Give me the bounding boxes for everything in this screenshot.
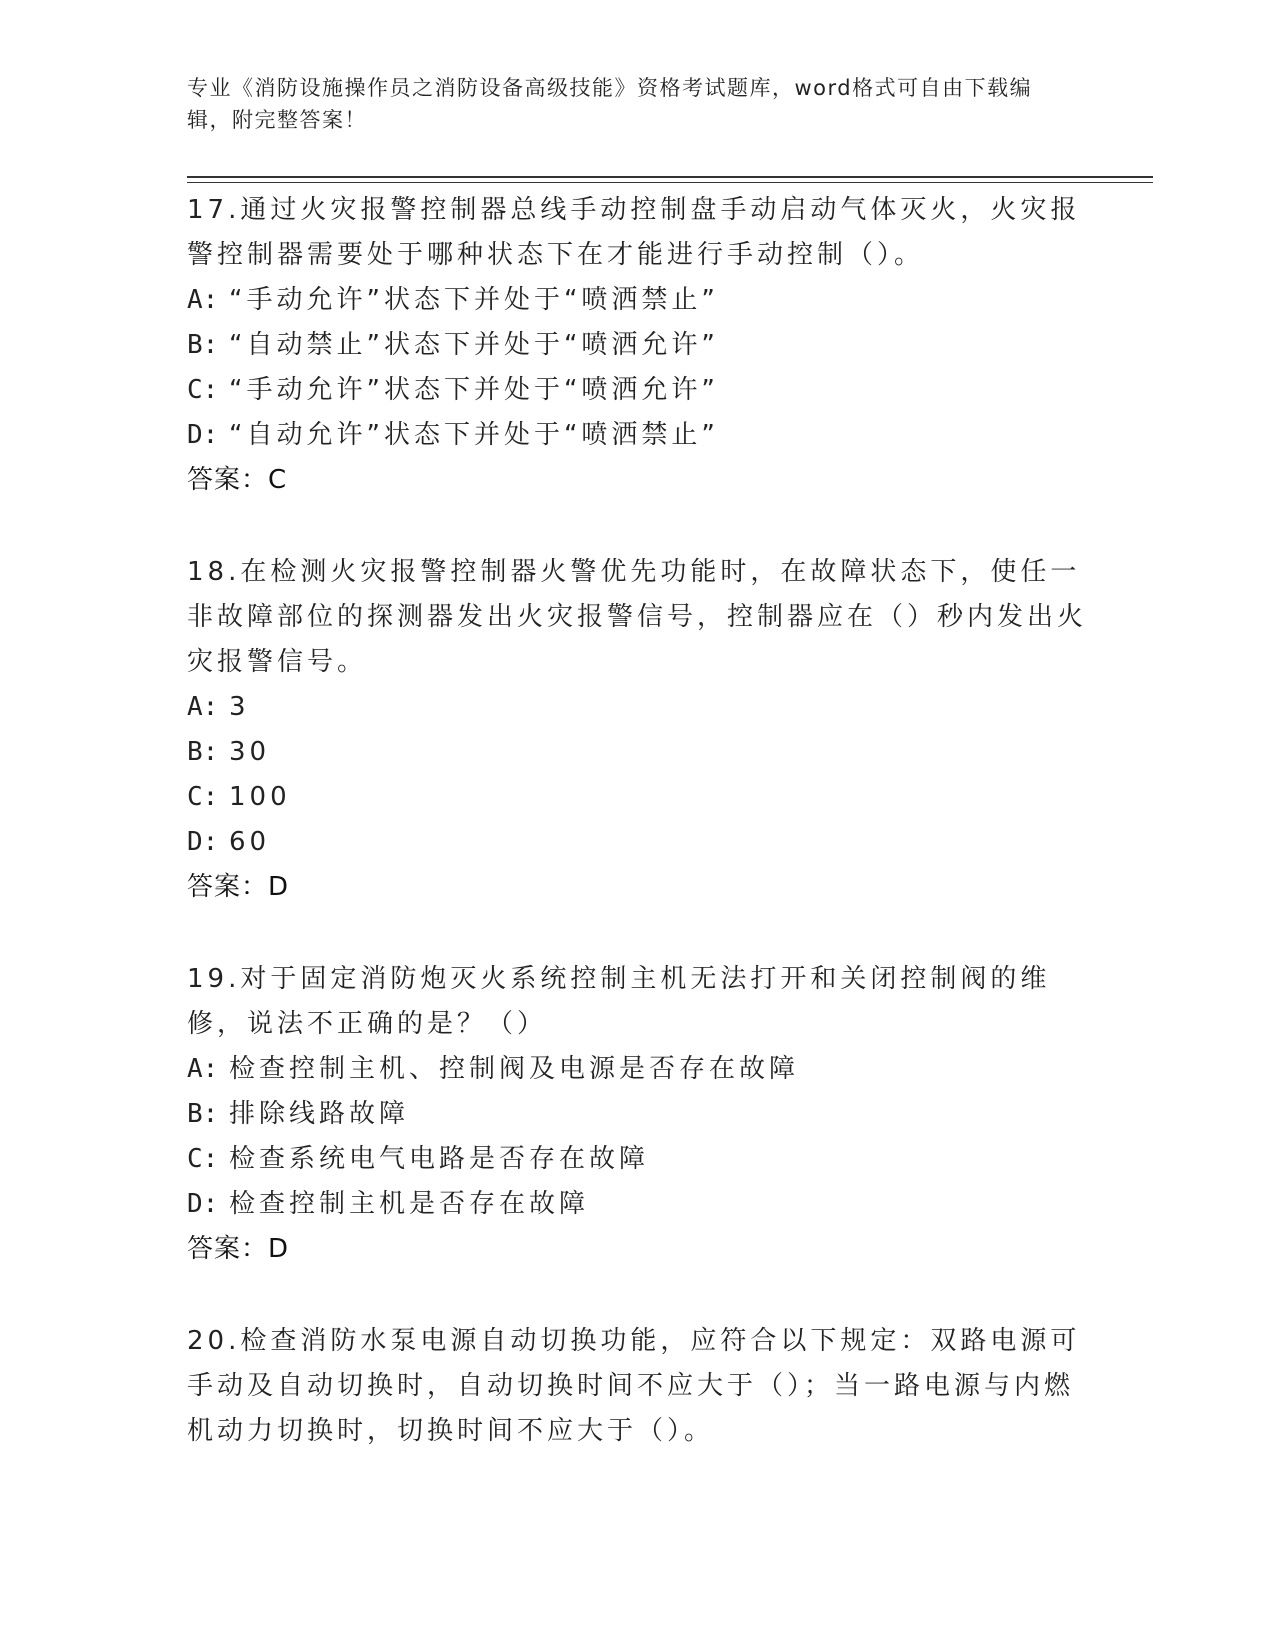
option-letter: A:	[187, 1054, 219, 1084]
option-text: 检查控制主机是否存在故障	[229, 1189, 590, 1219]
question-17	[187, 188, 1087, 503]
option-b	[187, 323, 1087, 368]
option-d	[187, 820, 1087, 865]
option-letter: C:	[187, 375, 219, 405]
document-header: 专业《消防设施操作员之消防设备高级技能》资格考试题库，word格式可自由下载编辑，附完整答案！	[187, 76, 1033, 132]
question-19	[187, 957, 1087, 1272]
option-text: 60	[229, 827, 271, 857]
header-divider	[187, 176, 1153, 178]
option-letter: D:	[187, 1189, 219, 1219]
option-d	[187, 1182, 1087, 1227]
option-letter: D:	[187, 827, 219, 857]
option-text: “自动禁止”状态下并处于“喷洒允许”	[229, 330, 719, 360]
option-letter: B:	[187, 737, 219, 767]
option-d	[187, 413, 1087, 458]
question-text: 17.通过火灾报警控制器总线手动控制盘手动启动气体灭火，火灾报警控制器需要处于哪种状态下在才能进行手动控制（）。	[187, 195, 1081, 270]
option-text: 排除线路故障	[229, 1099, 410, 1129]
option-text: 检查系统电气电路是否存在故障	[229, 1144, 650, 1174]
option-letter: B:	[187, 330, 219, 360]
option-b	[187, 1092, 1087, 1137]
option-letter: A:	[187, 692, 219, 722]
option-text: 30	[229, 737, 271, 767]
question-text: 19.对于固定消防炮灭火系统控制主机无法打开和关闭控制阀的维修，说法不正确的是？（）	[187, 964, 1051, 1039]
option-c	[187, 775, 1087, 820]
option-letter: D:	[187, 420, 219, 450]
option-text: “自动允许”状态下并处于“喷洒禁止”	[229, 420, 719, 450]
option-text: 100	[229, 782, 291, 812]
answer-line: 答案：C	[187, 465, 288, 495]
answer-line: 答案：D	[187, 1234, 290, 1264]
option-letter: B:	[187, 1099, 219, 1129]
option-letter: C:	[187, 1144, 219, 1174]
option-a	[187, 685, 1087, 730]
option-text: 检查控制主机、控制阀及电源是否存在故障	[229, 1054, 800, 1084]
option-text: “手动允许”状态下并处于“喷洒允许”	[229, 375, 719, 405]
option-c	[187, 1137, 1087, 1182]
question-text: 20.检查消防水泵电源自动切换功能，应符合以下规定：双路电源可手动及自动切换时，自动切换时间不应大于（）；当一路电源与内燃机动力切换时，切换时间不应大于（）。	[187, 1326, 1081, 1446]
option-a	[187, 1047, 1087, 1092]
option-c	[187, 368, 1087, 413]
question-text: 18.在检测火灾报警控制器火警优先功能时，在故障状态下，使任一非故障部位的探测器发出火灾报警信号，控制器应在（）秒内发出火灾报警信号。	[187, 557, 1088, 677]
question-18	[187, 550, 1087, 910]
option-text: 3	[229, 692, 250, 722]
question-20	[187, 1319, 1087, 1454]
option-letter: A:	[187, 285, 219, 315]
option-text: “手动允许”状态下并处于“喷洒禁止”	[229, 285, 719, 315]
answer-line: 答案：D	[187, 872, 290, 902]
header-divider-thin	[187, 182, 1153, 183]
option-letter: C:	[187, 782, 219, 812]
question-list	[187, 188, 1087, 1501]
option-a	[187, 278, 1087, 323]
option-b	[187, 730, 1087, 775]
